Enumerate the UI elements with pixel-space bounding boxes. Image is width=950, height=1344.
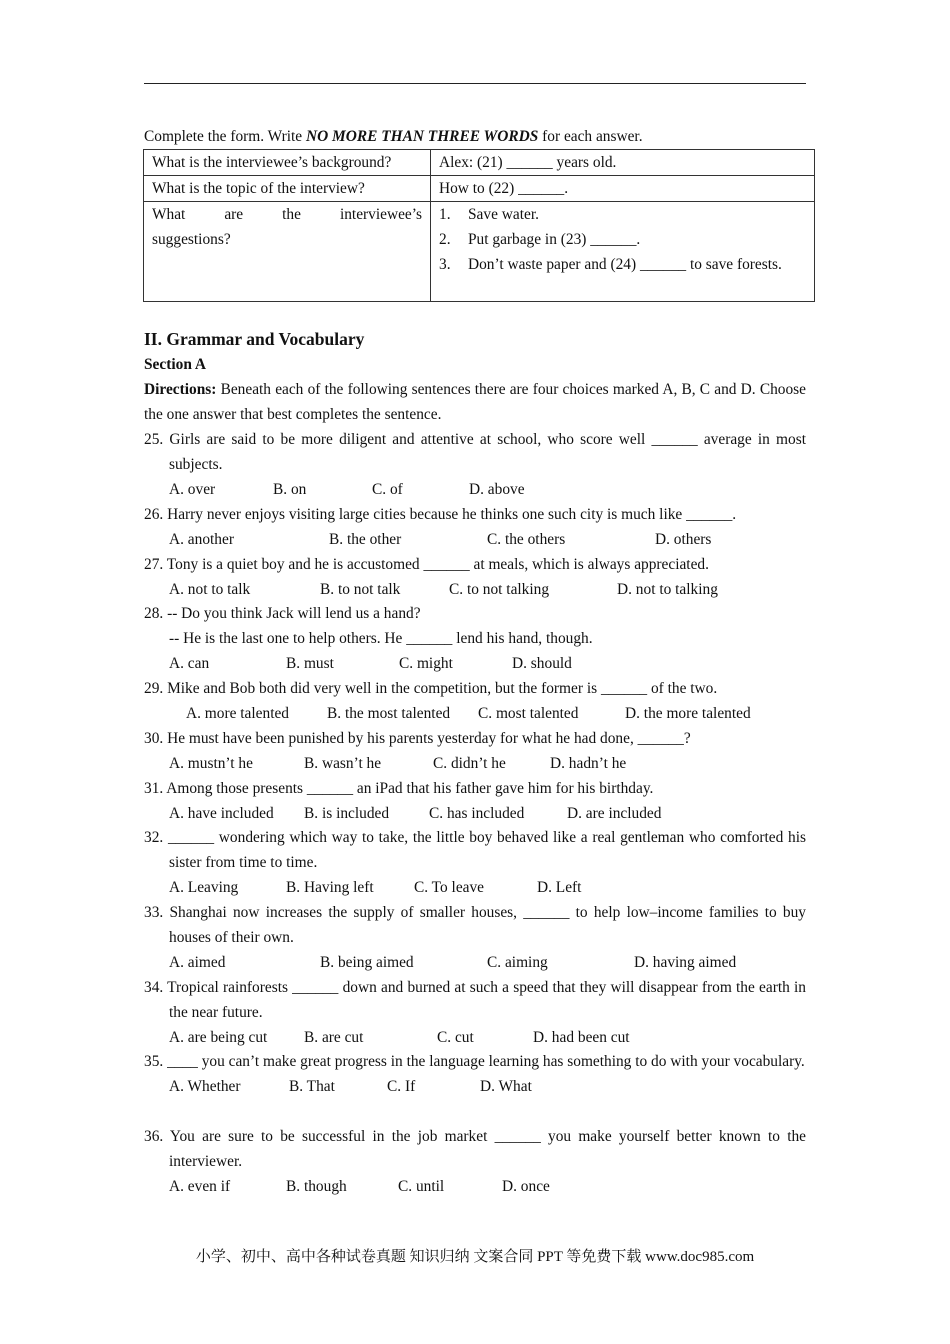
question-29: [144, 676, 806, 726]
question-text: 32. ______ wondering which way to take, the little boy behaved like a real gentleman who comforted his sister from time to time.: [144, 829, 806, 871]
option-a: A. not to talk: [169, 581, 251, 598]
question-25: [144, 427, 806, 502]
option-a: A. mustn’t he: [169, 755, 253, 772]
options-row: [144, 651, 806, 676]
option-c: C. If: [387, 1078, 416, 1095]
form-answer: Alex: (21) ______ years old.: [431, 150, 815, 176]
options-row: [144, 577, 806, 602]
form-question: What is the topic of the interview?: [144, 176, 431, 202]
directions: [144, 377, 806, 427]
option-d: D. the more talented: [625, 705, 751, 722]
option-c: C. until: [398, 1178, 445, 1195]
question-32: [144, 825, 806, 900]
option-d: D. What: [480, 1078, 532, 1095]
table-row: [144, 176, 815, 202]
question-text: 30. He must have been punished by his parents yesterday for what he had done, ______?: [144, 730, 691, 747]
question-text: 25. Girls are said to be more diligent and attentive at school, who score well ______ average in most subjects.: [144, 431, 806, 473]
option-a: A. even if: [169, 1178, 231, 1195]
form-answer: How to (22) ______.: [431, 176, 815, 202]
option-b: B. the most talented: [327, 705, 451, 722]
suggestion-item: 2. Put garbage in (23) ______.: [439, 231, 641, 248]
instruction-emphasis: NO MORE THAN THREE WORDS: [305, 128, 539, 145]
option-c: C. aiming: [487, 954, 548, 971]
option-b: B. are cut: [304, 1029, 364, 1046]
table-row: [144, 150, 815, 176]
options-row: [144, 950, 806, 975]
option-c: C. of: [372, 481, 403, 498]
header-rule: [144, 83, 806, 84]
question-30: [144, 726, 806, 776]
suggestion-item: 1. Save water.: [439, 206, 539, 223]
form-instruction: [144, 124, 643, 149]
option-d: D. hadn’t he: [550, 755, 627, 772]
options-row: [144, 875, 806, 900]
options-row: [144, 477, 806, 502]
option-c: C. might: [399, 655, 453, 672]
question-28: [144, 601, 806, 676]
form-question-line: suggestions?: [152, 231, 231, 248]
option-d: D. others: [655, 531, 712, 548]
question-34: [144, 975, 806, 1050]
form-question: [144, 202, 431, 302]
question-text: 26. Harry never enjoys visiting large cities because he thinks one such city is much like ______.: [144, 506, 737, 523]
option-a: A. can: [169, 655, 210, 672]
options-row: [144, 1025, 806, 1050]
option-a: A. aimed: [169, 954, 226, 971]
question-text: 34. Tropical rainforests ______ down and burned at such a speed that they will disappear from the earth in the near future.: [144, 979, 806, 1021]
options-row: [144, 701, 806, 726]
question-text: 36. You are sure to be successful in the job market ______ you make yourself better known to the interviewer.: [144, 1128, 806, 1170]
question-text-reply: -- He is the last one to help others. He ______ lend his hand, though.: [169, 630, 593, 647]
option-a: A. more talented: [186, 705, 289, 722]
option-b: B. That: [289, 1078, 335, 1095]
form-answer-suggestions: [431, 202, 815, 302]
option-a: A. Whether: [169, 1078, 241, 1095]
option-a: A. another: [169, 531, 234, 548]
option-d: D. having aimed: [634, 954, 737, 971]
question-36: [144, 1124, 806, 1199]
question-text: 27. Tony is a quiet boy and he is accustomed ______ at meals, which is always appreciated.: [144, 556, 709, 573]
option-d: D. once: [502, 1178, 550, 1195]
option-b: B. the other: [329, 531, 402, 548]
suggestion-item: 3. Don’t waste paper and (24) ______ to save forests.: [439, 256, 782, 273]
option-b: B. wasn’t he: [304, 755, 382, 772]
option-d: D. above: [469, 481, 525, 498]
instruction-suffix: for each answer.: [538, 128, 643, 145]
option-c: C. cut: [437, 1029, 474, 1046]
question-text: 31. Among those presents ______ an iPad that his father gave him for his birthday.: [144, 780, 654, 797]
option-b: B. is included: [304, 805, 390, 822]
instruction-prefix: Complete the form. Write: [144, 128, 306, 145]
interview-form-table: [143, 149, 815, 302]
option-b: B. to not talk: [320, 581, 401, 598]
question-31: [144, 776, 806, 826]
option-c: C. the others: [487, 531, 566, 548]
form-question: What is the interviewee’s background?: [144, 150, 431, 176]
option-b: B. Having left: [286, 879, 374, 896]
directions-text: Beneath each of the following sentences there are four choices marked A, B, C and D. Choose the one answer that best completes the sentence.: [144, 381, 806, 423]
option-b: B. on: [273, 481, 307, 498]
question-text: 35. ____ you can’t make great progress in the language learning has something to do with your vocabulary.: [144, 1053, 805, 1070]
footer-banner: 小学、初中、高中各种试卷真题 知识归纳 文案合同 PPT 等免费下载 www.doc985.com: [195, 1249, 755, 1265]
options-row: [144, 1174, 806, 1199]
question-text: 28. -- Do you think Jack will lend us a hand?: [144, 605, 421, 622]
section-title: II. Grammar and Vocabulary: [144, 329, 365, 349]
option-b: B. must: [286, 655, 334, 672]
options-row: [144, 801, 806, 826]
option-d: D. not to talking: [617, 581, 718, 598]
question-35: [144, 1049, 806, 1099]
section-subtitle: Section A: [144, 356, 206, 373]
option-d: D. are included: [567, 805, 662, 822]
form-question-line: What are the interviewee’s: [152, 206, 422, 223]
option-c: C. to not talking: [449, 581, 550, 598]
option-a: A. are being cut: [169, 1029, 268, 1046]
option-d: D. had been cut: [533, 1029, 630, 1046]
option-a: A. Leaving: [169, 879, 239, 896]
option-b: B. though: [286, 1178, 347, 1195]
question-text: 33. Shanghai now increases the supply of smaller houses, ______ to help low–income families to buy houses of their own.: [144, 904, 806, 946]
options-row: [144, 1074, 806, 1099]
options-row: [144, 527, 806, 552]
question-33: [144, 900, 806, 975]
option-d: D. Left: [537, 879, 582, 896]
option-a: A. have included: [169, 805, 274, 822]
option-c: C. most talented: [478, 705, 579, 722]
option-c: C. has included: [429, 805, 525, 822]
option-c: C. To leave: [414, 879, 485, 896]
option-a: A. over: [169, 481, 216, 498]
table-row: [144, 202, 815, 302]
option-c: C. didn’t he: [433, 755, 506, 772]
question-26: [144, 502, 806, 552]
directions-label: Directions:: [144, 381, 217, 398]
options-row: [144, 751, 806, 776]
option-b: B. being aimed: [320, 954, 414, 971]
option-d: D. should: [512, 655, 572, 672]
question-text: 29. Mike and Bob both did very well in the competition, but the former is ______ of the two.: [144, 680, 718, 697]
question-27: [144, 552, 806, 602]
